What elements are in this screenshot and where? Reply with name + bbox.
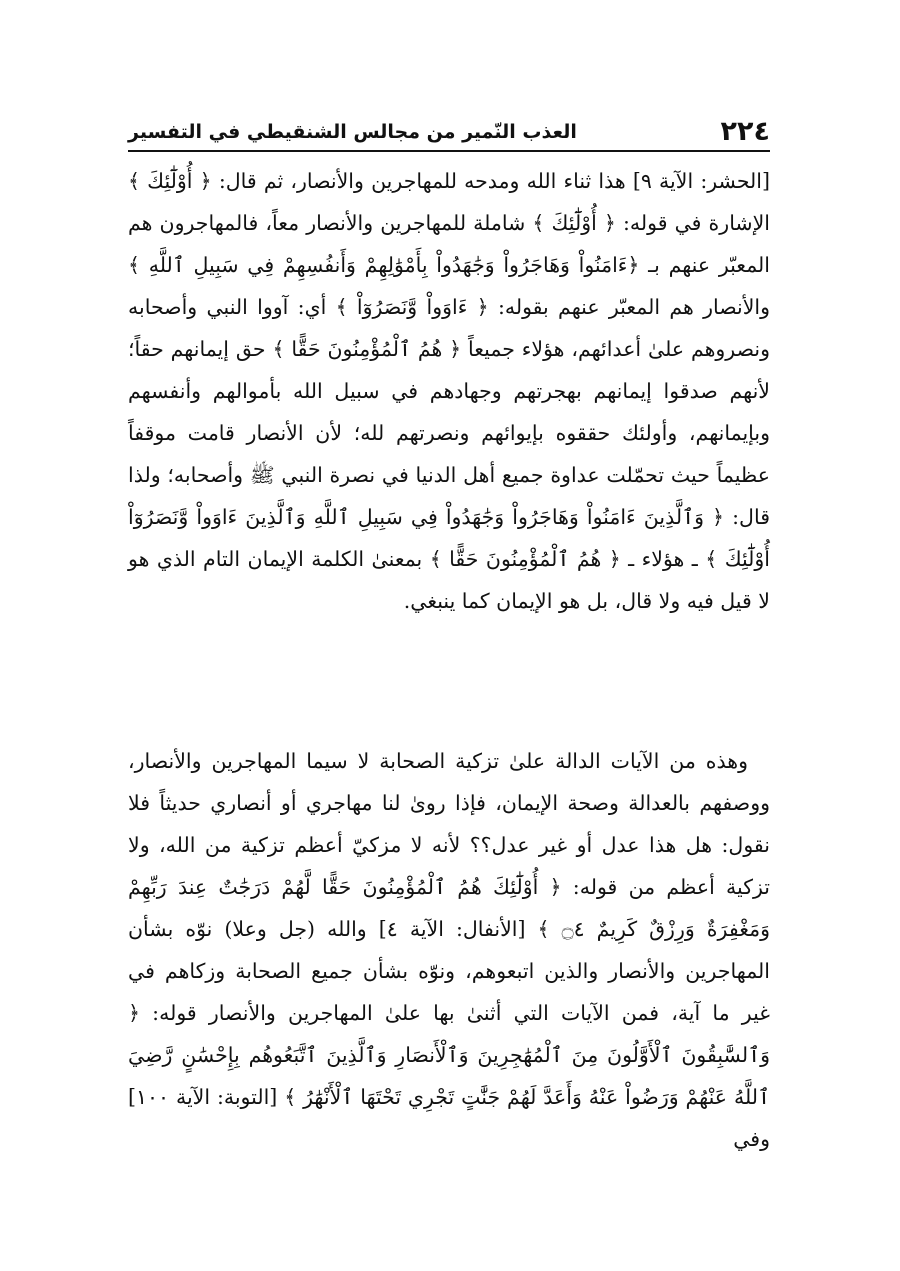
running-title: العذب النّمير من مجالس الشنقيطي في التفسير [128,121,577,143]
page-header [128,108,770,148]
page-number: ٢٢٤ [720,116,770,147]
header-rule [128,150,770,152]
paragraph: [الحشر: الآية ٩] هذا ثناء الله ومدحه للمهاجرين والأنصار، ثم قال: ﴿ أُوْلَٰٓئِكَ ﴾ الإشارة في قوله: ﴿ أُوْلَٰٓئِكَ ﴾ شاملة للمهاجرين والأنصار معاً، فالمهاجرون هم المعبّر عنهم بـ ﴿ءَامَنُواْ وَهَاجَرُواْ وَجَٰهَدُواْ بِأَمْوَٰلِهِمْ وَأَنفُسِهِمْ فِي سَبِيلِ ٱللَّهِ ﴾ والأنصار هم المعبّر عنهم بقوله: ﴿ ءَاوَواْ وَّنَصَرُوٓاْ ﴾ أي: آووا النبي وأصحابه ونصروهم علىٰ أعدائهم، هؤلاء جميعاً ﴿ هُمُ ٱلْمُؤْمِنُونَ حَقًّا ﴾ حق إيمانهم حقاً؛ لأنهم صدقوا إيمانهم بهجرتهم وجهادهم في سبيل الله بأموالهم وأنفسهم وبإيمانهم، وأولئك حققوه بإيوائهم ونصرتهم لله؛ لأن الأنصار قامت موقفاً عظيماً حيث تحمّلت عداوة جميع أهل الدنيا في نصرة النبي ﷺ وأصحابه؛ ولذا قال: ﴿ وَٱلَّذِينَ ءَامَنُواْ وَهَاجَرُواْ وَجَٰهَدُواْ فِي سَبِيلِ ٱللَّهِ وَٱلَّذِينَ ءَاوَواْ وَّنَصَرُوٓاْ أُوْلَٰٓئِكَ ﴾ ـ هؤلاء ـ ﴿ هُمُ ٱلْمُؤْمِنُونَ حَقًّا ﴾ بمعنىٰ الكلمة الإيمان التام الذي هو لا قيل فيه ولا قال، بل هو الإيمان كما ينبغي. [128,169,770,613]
paragraph: وهذه من الآيات الدالة علىٰ تزكية الصحابة لا سيما المهاجرين والأنصار، ووصفهم بالعدالة وصحة الإيمان، فإذا روىٰ لنا مهاجري أو أنصاري حديثاً فلا نقول: هل هذا عدل أو غير عدل؟؟ لأنه لا مزكيّ أعظم تزكية من الله، ولا تزكية أعظم من قوله: ﴿ أُوْلَٰٓئِكَ هُمُ ٱلْمُؤْمِنُونَ حَقًّا لَّهُمْ دَرَجَٰتٌ عِندَ رَبِّهِمْ وَمَغْفِرَةٌ وَرِزْقٌ كَرِيمٌ ۝٤ ﴾ [الأنفال: الآية ٤] والله (جل وعلا) نوّه بشأن المهاجرين والأنصار والذين اتبعوهم، ونوّه بشأن جميع الصحابة وزكاهم في غير ما آية، فمن الآيات التي أثنىٰ بها علىٰ المهاجرين والأنصار قوله: ﴿ وَٱلسَّٰبِقُونَ ٱلْأَوَّلُونَ مِنَ ٱلْمُهَٰجِرِينَ وَٱلْأَنصَارِ وَٱلَّذِينَ ٱتَّبَعُوهُم بِإِحْسَٰنٍ رَّضِيَ ٱللَّهُ عَنْهُمْ وَرَضُواْ عَنْهُ وَأَعَدَّ لَهُمْ جَنَّٰتٍ تَجْرِي تَحْتَهَا ٱلْأَنْهَٰرُ ﴾ [التوبة: الآية ١٠٠] وفي [128,749,770,1151]
